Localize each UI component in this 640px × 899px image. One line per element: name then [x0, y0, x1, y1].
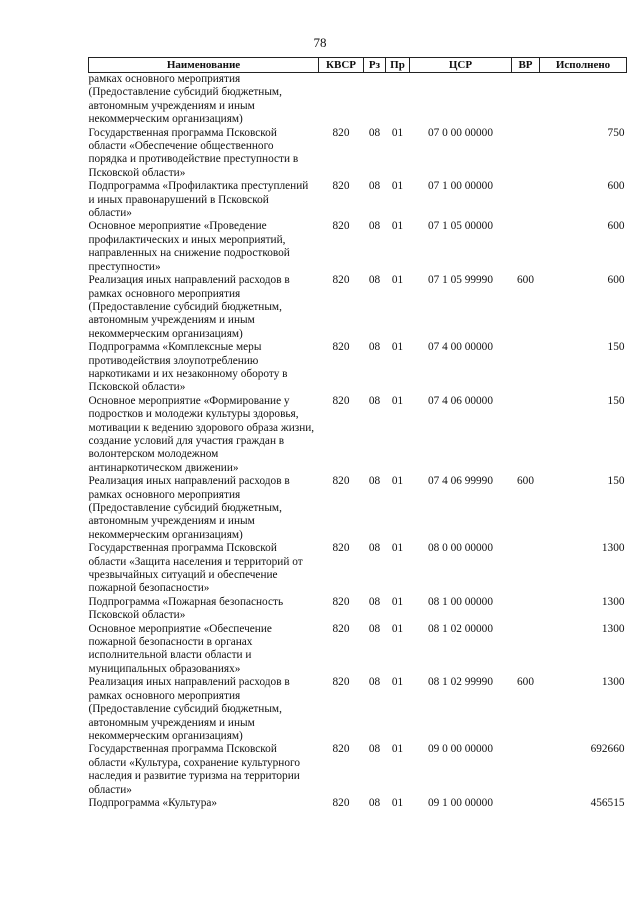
page-number: 78 [313, 35, 327, 50]
cell-name: Основное мероприятие «Проведение профилактических и иных мероприятий, направленных на снижение подростковой преступности» [88, 220, 290, 273]
table-body [89, 73, 627, 811]
cell-csr: 07 1 00 00000 [428, 180, 493, 193]
cell-vr [512, 542, 540, 596]
cell-name: Основное мероприятие «Обеспечение пожарной безопасности в органах исполнительной власти области и муниципальных образованиях» [88, 622, 272, 675]
cell-vr [512, 73, 540, 127]
table-header-row [89, 58, 627, 73]
cell-rz: 08 [368, 743, 381, 756]
column-header-csr: ЦСР [410, 58, 512, 73]
cell-vr [512, 797, 540, 810]
table-row [89, 475, 627, 542]
cell-pr: 01 [391, 220, 404, 233]
column-header-kvsr: КВСР [319, 58, 364, 73]
cell-executed: 600 [607, 220, 625, 233]
cell-vr [512, 743, 540, 797]
cell-vr [512, 395, 540, 475]
cell-vr [512, 341, 540, 395]
cell-executed: 600 [607, 274, 625, 287]
cell-kvsr: 820 [332, 341, 350, 354]
cell-pr: 01 [391, 595, 404, 608]
cell-name: Реализация иных направлений расходов в рамках основного мероприятия (Предоставление субсидий бюджетным, автономным учреждениям и иным некоммерческим организациям) [88, 475, 290, 541]
cell-vr [512, 596, 540, 623]
cell-rz: 08 [368, 341, 381, 354]
budget-table [88, 57, 627, 810]
table-row [89, 596, 627, 623]
cell-rz: 08 [368, 475, 381, 488]
column-header-executed: Исполнено [540, 58, 627, 73]
cell-kvsr: 820 [332, 743, 350, 756]
cell-vr: 600 [517, 676, 534, 689]
cell-name: Государственная программа Псковской области «Культура, сохранение культурного наследия и развитие туризма на территории области» [88, 743, 300, 796]
cell-rz: 08 [368, 274, 381, 287]
cell-csr: 07 4 06 00000 [428, 394, 493, 407]
cell-kvsr: 820 [332, 676, 350, 689]
cell-pr: 01 [391, 475, 404, 488]
column-header-vr: ВР [512, 58, 540, 73]
cell-csr: 09 0 00 00000 [428, 743, 493, 756]
cell-executed: 150 [607, 475, 625, 488]
cell-csr: 07 4 06 99990 [428, 475, 493, 488]
table-row [89, 542, 627, 596]
cell-rz [364, 73, 386, 127]
cell-csr: 08 1 02 00000 [428, 622, 493, 635]
cell-executed [540, 73, 627, 127]
cell-kvsr: 820 [332, 475, 350, 488]
cell-kvsr: 820 [332, 595, 350, 608]
cell-rz: 08 [368, 126, 381, 139]
cell-name: Реализация иных направлений расходов в рамках основного мероприятия (Предоставление субсидий бюджетным, автономным учреждениям и иным некоммерческим организациям) [88, 676, 290, 742]
table-row [89, 623, 627, 677]
cell-csr: 08 1 00 00000 [428, 595, 493, 608]
cell-name: Реализация иных направлений расходов в рамках основного мероприятия (Предоставление субсидий бюджетным, автономным учреждениям и иным некоммерческим организациям) [88, 274, 290, 340]
cell-rz: 08 [368, 622, 381, 635]
cell-pr: 01 [391, 622, 404, 635]
cell-name: Подпрограмма «Культура» [88, 796, 218, 809]
cell-executed: 750 [607, 126, 625, 139]
cell-csr: 08 0 00 00000 [428, 542, 493, 555]
cell-pr: 01 [391, 676, 404, 689]
cell-pr: 01 [391, 274, 404, 287]
table-row [89, 743, 627, 797]
table-row [89, 180, 627, 220]
cell-name: Государственная программа Псковской области «Защита населения и территорий от чрезвычайных ситуаций и обеспечение пожарной безопасности» [88, 542, 303, 595]
table-row [89, 797, 627, 810]
cell-rz: 08 [368, 676, 381, 689]
cell-pr: 01 [391, 743, 404, 756]
cell-vr [512, 220, 540, 274]
cell-pr: 01 [391, 341, 404, 354]
cell-kvsr: 820 [332, 542, 350, 555]
cell-vr [512, 180, 540, 220]
cell-rz: 08 [368, 220, 381, 233]
cell-vr [512, 127, 540, 181]
cell-csr [410, 73, 512, 127]
cell-csr: 07 4 00 00000 [428, 341, 493, 354]
cell-csr: 08 1 02 99990 [428, 676, 493, 689]
cell-kvsr: 820 [332, 394, 350, 407]
cell-pr [386, 73, 410, 127]
table-row [89, 341, 627, 395]
cell-name: Подпрограмма «Комплексные меры противодействия злоупотреблению наркотиками и их незаконному обороту в Псковской области» [88, 341, 288, 394]
cell-executed: 1300 [601, 542, 625, 555]
table-row [89, 274, 627, 341]
cell-name: Основное мероприятие «Формирование у подростков и молодежи культуры здоровья, мотивации к ведению здорового образа жизни, создание условий для участия граждан в волонтерском молодежном антинаркотическом движении» [88, 394, 315, 474]
cell-executed: 1300 [601, 595, 625, 608]
cell-rz: 08 [368, 542, 381, 555]
table-row [89, 395, 627, 475]
cell-rz: 08 [368, 796, 381, 809]
cell-executed: 692660 [590, 743, 625, 756]
cell-vr: 600 [517, 274, 534, 287]
column-header-name: Наименование [89, 58, 319, 73]
cell-kvsr: 820 [332, 220, 350, 233]
cell-csr: 07 1 05 00000 [428, 220, 493, 233]
cell-rz: 08 [368, 394, 381, 407]
cell-csr: 09 1 00 00000 [428, 796, 493, 809]
cell-name: Государственная программа Псковской области «Обеспечение общественного порядка и противодействие преступности в Псковской области» [88, 126, 299, 179]
column-header-pr: Пр [386, 58, 410, 73]
cell-kvsr: 820 [332, 274, 350, 287]
cell-pr: 01 [391, 796, 404, 809]
cell-rz: 08 [368, 595, 381, 608]
column-header-rz: Рз [364, 58, 386, 73]
table-row [89, 220, 627, 274]
cell-csr: 07 1 05 99990 [428, 274, 493, 287]
cell-executed: 150 [607, 341, 625, 354]
cell-executed: 456515 [590, 796, 625, 809]
cell-pr: 01 [391, 180, 404, 193]
cell-vr: 600 [517, 475, 534, 488]
cell-executed: 1300 [601, 622, 625, 635]
cell-pr: 01 [391, 394, 404, 407]
cell-rz: 08 [368, 180, 381, 193]
cell-vr [512, 623, 540, 677]
cell-name: рамках основного мероприятия (Предоставление субсидий бюджетным, автономным учреждениям и иным некоммерческим организациям) [88, 73, 282, 126]
cell-executed: 150 [607, 394, 625, 407]
table-row [89, 676, 627, 743]
cell-pr: 01 [391, 542, 404, 555]
cell-kvsr: 820 [332, 180, 350, 193]
cell-csr: 07 0 00 00000 [428, 126, 493, 139]
cell-name: Подпрограмма «Пожарная безопасность Псковской области» [88, 595, 284, 622]
cell-kvsr [319, 73, 364, 127]
table-row [89, 73, 627, 127]
table-row [89, 127, 627, 181]
cell-executed: 600 [607, 180, 625, 193]
cell-kvsr: 820 [332, 126, 350, 139]
cell-name: Подпрограмма «Профилактика преступлений и иных правонарушений в Псковской области» [88, 180, 309, 220]
cell-executed: 1300 [601, 676, 625, 689]
cell-kvsr: 820 [332, 622, 350, 635]
cell-pr: 01 [391, 126, 404, 139]
cell-kvsr: 820 [332, 796, 350, 809]
